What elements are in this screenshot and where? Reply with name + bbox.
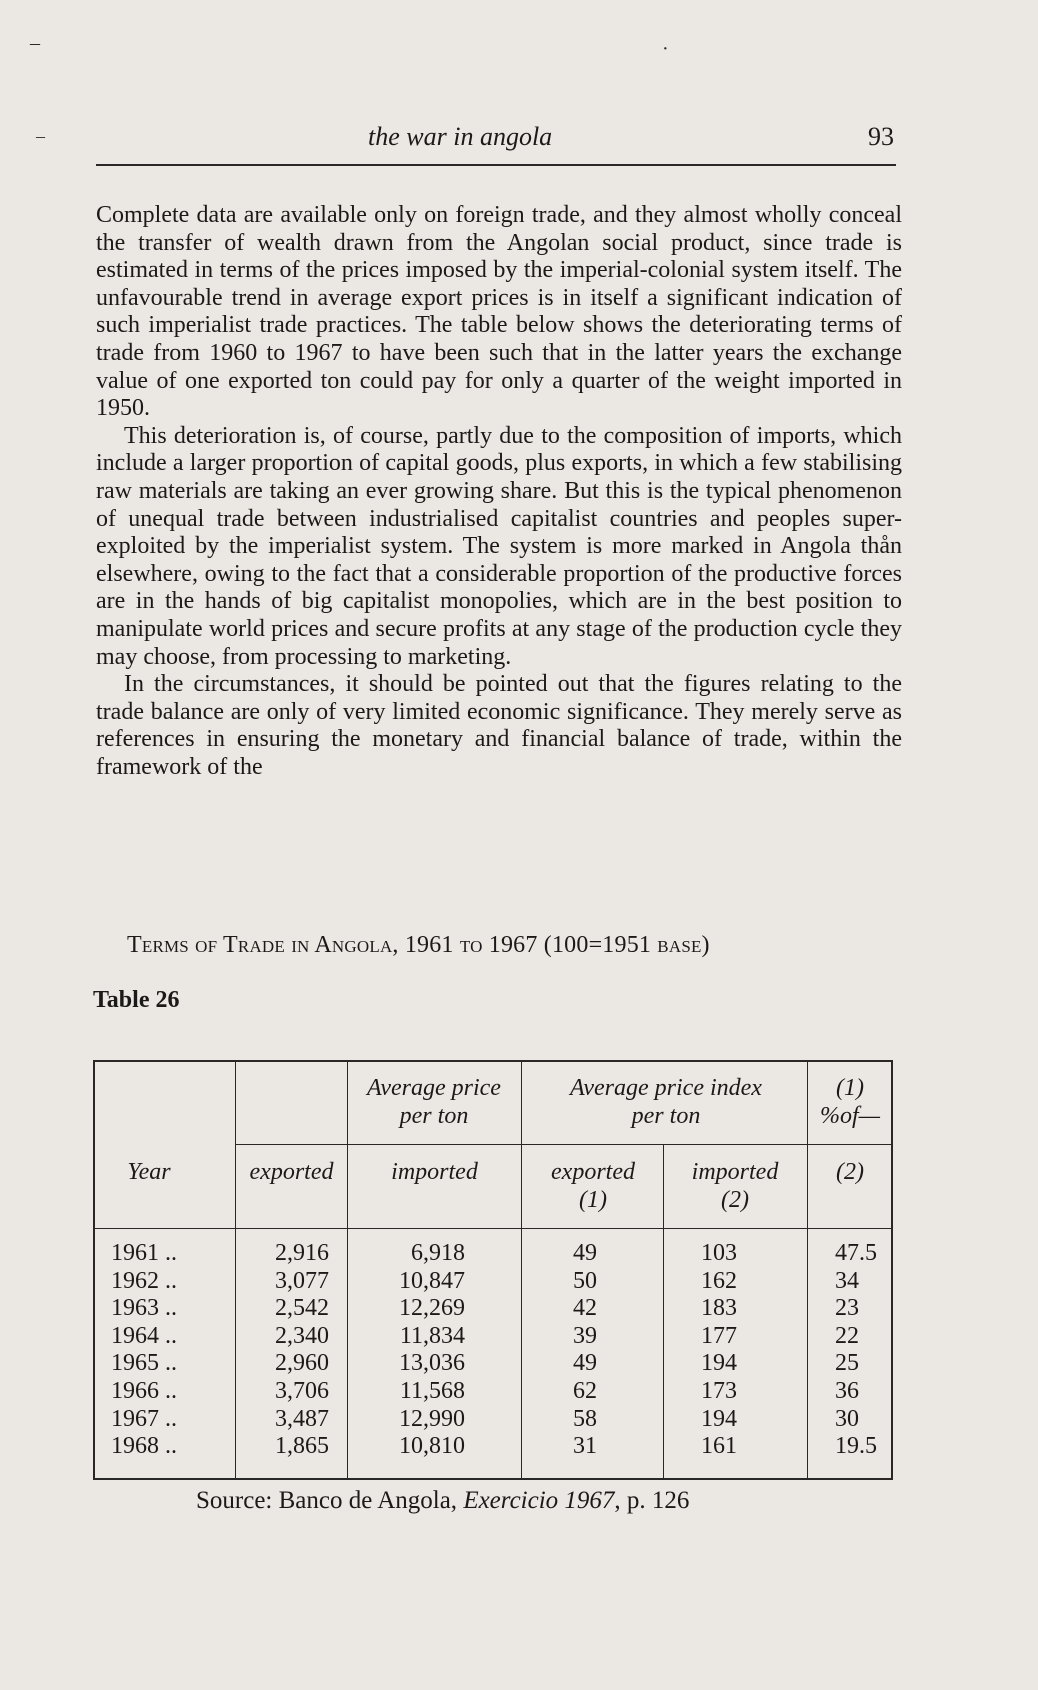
table-divider xyxy=(521,1060,522,1480)
cell-ratio: 47.5 xyxy=(835,1240,877,1266)
cell-year: 1964 .. xyxy=(111,1322,177,1349)
cell-exported: 3,706 xyxy=(275,1377,329,1404)
cell-imported: 10,847 xyxy=(399,1267,465,1294)
cell-year: 1965 .. xyxy=(111,1350,177,1377)
column-index-exported xyxy=(533,1240,597,1461)
cell-index-imported: 162 xyxy=(701,1267,737,1294)
cell-index-imported: 194 xyxy=(701,1350,737,1377)
table-divider xyxy=(807,1060,808,1480)
cell-imported: 11,568 xyxy=(399,1377,465,1404)
table-rule-subheader xyxy=(235,1144,891,1145)
cell-index-imported: 103 xyxy=(701,1240,737,1266)
table-title: Terms of Trade in Angola, 1961 to 1967 (100=1951 base) xyxy=(127,932,710,958)
scan-speck: · xyxy=(662,38,669,60)
cell-exported: 2,960 xyxy=(275,1350,329,1377)
cell-exported: 2,916 xyxy=(275,1240,329,1266)
cell-ratio: 25 xyxy=(835,1350,859,1377)
table-label: Table 26 xyxy=(93,987,180,1013)
source-prefix: Source: Banco de Angola, xyxy=(196,1487,464,1514)
paragraph: This deterioration is, of course, partly due to the composition of imports, which include a larger proportion of capital goods, plus exports, in which a few stabilising raw materials are taking an ever growing share. But this is the typical phenomenon of unequal trade between industrialised capitalist countries and peoples super-exploited by the imperialist system. The system is more marked in Angola thån elsewhere, owing to the fact that a considerable proportion of the productive forces are in the hands of big capitalist monopolies, which are in the best position to manipulate world prices and secure profits at any stage of the production cycle they may choose, from processing to marketing. xyxy=(96,422,902,670)
table-border-bottom xyxy=(93,1478,893,1480)
header-ratio-bottom: (2) xyxy=(836,1159,864,1185)
column-ratio xyxy=(835,1240,891,1461)
table-border-right xyxy=(891,1060,893,1480)
cell-ratio: 23 xyxy=(835,1295,859,1322)
page-number: 93 xyxy=(868,122,894,151)
cell-imported: 10,810 xyxy=(399,1433,465,1460)
column-imported xyxy=(355,1240,465,1461)
header-average-price: Average price per ton xyxy=(367,1075,501,1129)
cell-exported: 3,487 xyxy=(275,1405,329,1432)
cell-year: 1963 .. xyxy=(111,1295,177,1322)
cell-imported: 11,834 xyxy=(399,1322,465,1349)
cell-ratio: 19.5 xyxy=(835,1433,877,1460)
cell-exported: 2,542 xyxy=(275,1295,329,1322)
column-year xyxy=(111,1240,231,1461)
cell-imported: 6,918 xyxy=(411,1240,465,1266)
data-table xyxy=(93,1060,893,1480)
source-suffix: , p. 126 xyxy=(614,1487,690,1514)
cell-exported: 1,865 xyxy=(275,1433,329,1460)
cell-ratio: 30 xyxy=(835,1405,859,1432)
page-header xyxy=(96,120,896,166)
cell-index-exported: 42 xyxy=(573,1295,597,1322)
cell-year: 1962 .. xyxy=(111,1267,177,1294)
header-imported: imported xyxy=(391,1159,478,1185)
cell-exported: 2,340 xyxy=(275,1322,329,1349)
table-source xyxy=(196,1487,689,1515)
cell-index-imported: 161 xyxy=(701,1433,737,1460)
cell-year: 1968 .. xyxy=(111,1433,177,1460)
body-text xyxy=(96,202,902,781)
cell-index-exported: 31 xyxy=(573,1433,597,1460)
header-exported: exported xyxy=(249,1159,334,1185)
table-border-top xyxy=(93,1060,893,1062)
header-year: Year xyxy=(127,1159,171,1185)
cell-index-imported: 177 xyxy=(701,1322,737,1349)
cell-index-exported: 62 xyxy=(573,1377,597,1404)
cell-year: 1966 .. xyxy=(111,1377,177,1404)
cell-index-imported: 194 xyxy=(701,1405,737,1432)
paragraph: Complete data are available only on foreign trade, and they almost wholly conceal the transfer of wealth drawn from the Angolan social product, since trade is estimated in terms of the prices imposed by the imperial-colonial system itself. The unfavourable trend in average export prices is in itself a significant indication of such imperialist trade practices. The table below shows the deteriorating terms of trade from 1960 to 1967 to have been such that in the latter years the exchange value of one exported ton could pay for only a quarter of the weight imported in 1950. xyxy=(96,202,902,422)
header-exported-index: exported (1) xyxy=(551,1159,635,1213)
cell-year: 1967 .. xyxy=(111,1405,177,1432)
cell-year: 1961 .. xyxy=(111,1240,177,1266)
source-title: Exercicio 1967 xyxy=(463,1487,615,1514)
scan-speck: – xyxy=(30,32,40,54)
cell-index-exported: 49 xyxy=(573,1350,597,1377)
header-average-price-index: Average price index per ton xyxy=(570,1075,762,1129)
cell-index-exported: 58 xyxy=(573,1405,597,1432)
cell-index-exported: 39 xyxy=(573,1322,597,1349)
cell-index-exported: 50 xyxy=(573,1267,597,1294)
cell-imported: 13,036 xyxy=(399,1350,465,1377)
table-rule-header xyxy=(93,1228,893,1229)
paragraph: In the circumstances, it should be pointed out that the figures relating to the trade balance are only of very limited economic significance. They merely serve as references in ensuring the monetary and financial balance of trade, within the framework of the xyxy=(96,671,902,780)
cell-index-imported: 183 xyxy=(701,1295,737,1322)
cell-index-imported: 173 xyxy=(701,1377,737,1404)
scan-speck: – xyxy=(36,126,45,146)
cell-exported: 3,077 xyxy=(275,1267,329,1294)
table-border-left xyxy=(93,1060,95,1480)
table-divider xyxy=(235,1060,236,1480)
column-index-imported xyxy=(681,1240,737,1461)
cell-index-exported: 49 xyxy=(573,1240,597,1266)
cell-ratio: 34 xyxy=(835,1267,859,1294)
column-exported xyxy=(243,1240,329,1461)
cell-imported: 12,990 xyxy=(399,1405,465,1432)
header-ratio-top: (1) %of— xyxy=(820,1075,880,1129)
header-imported-index: imported (2) xyxy=(691,1159,779,1213)
cell-imported: 12,269 xyxy=(399,1295,465,1322)
table-divider xyxy=(663,1144,664,1480)
cell-ratio: 36 xyxy=(835,1377,859,1404)
cell-ratio: 22 xyxy=(835,1322,859,1349)
running-head: the war in angola xyxy=(368,122,553,151)
